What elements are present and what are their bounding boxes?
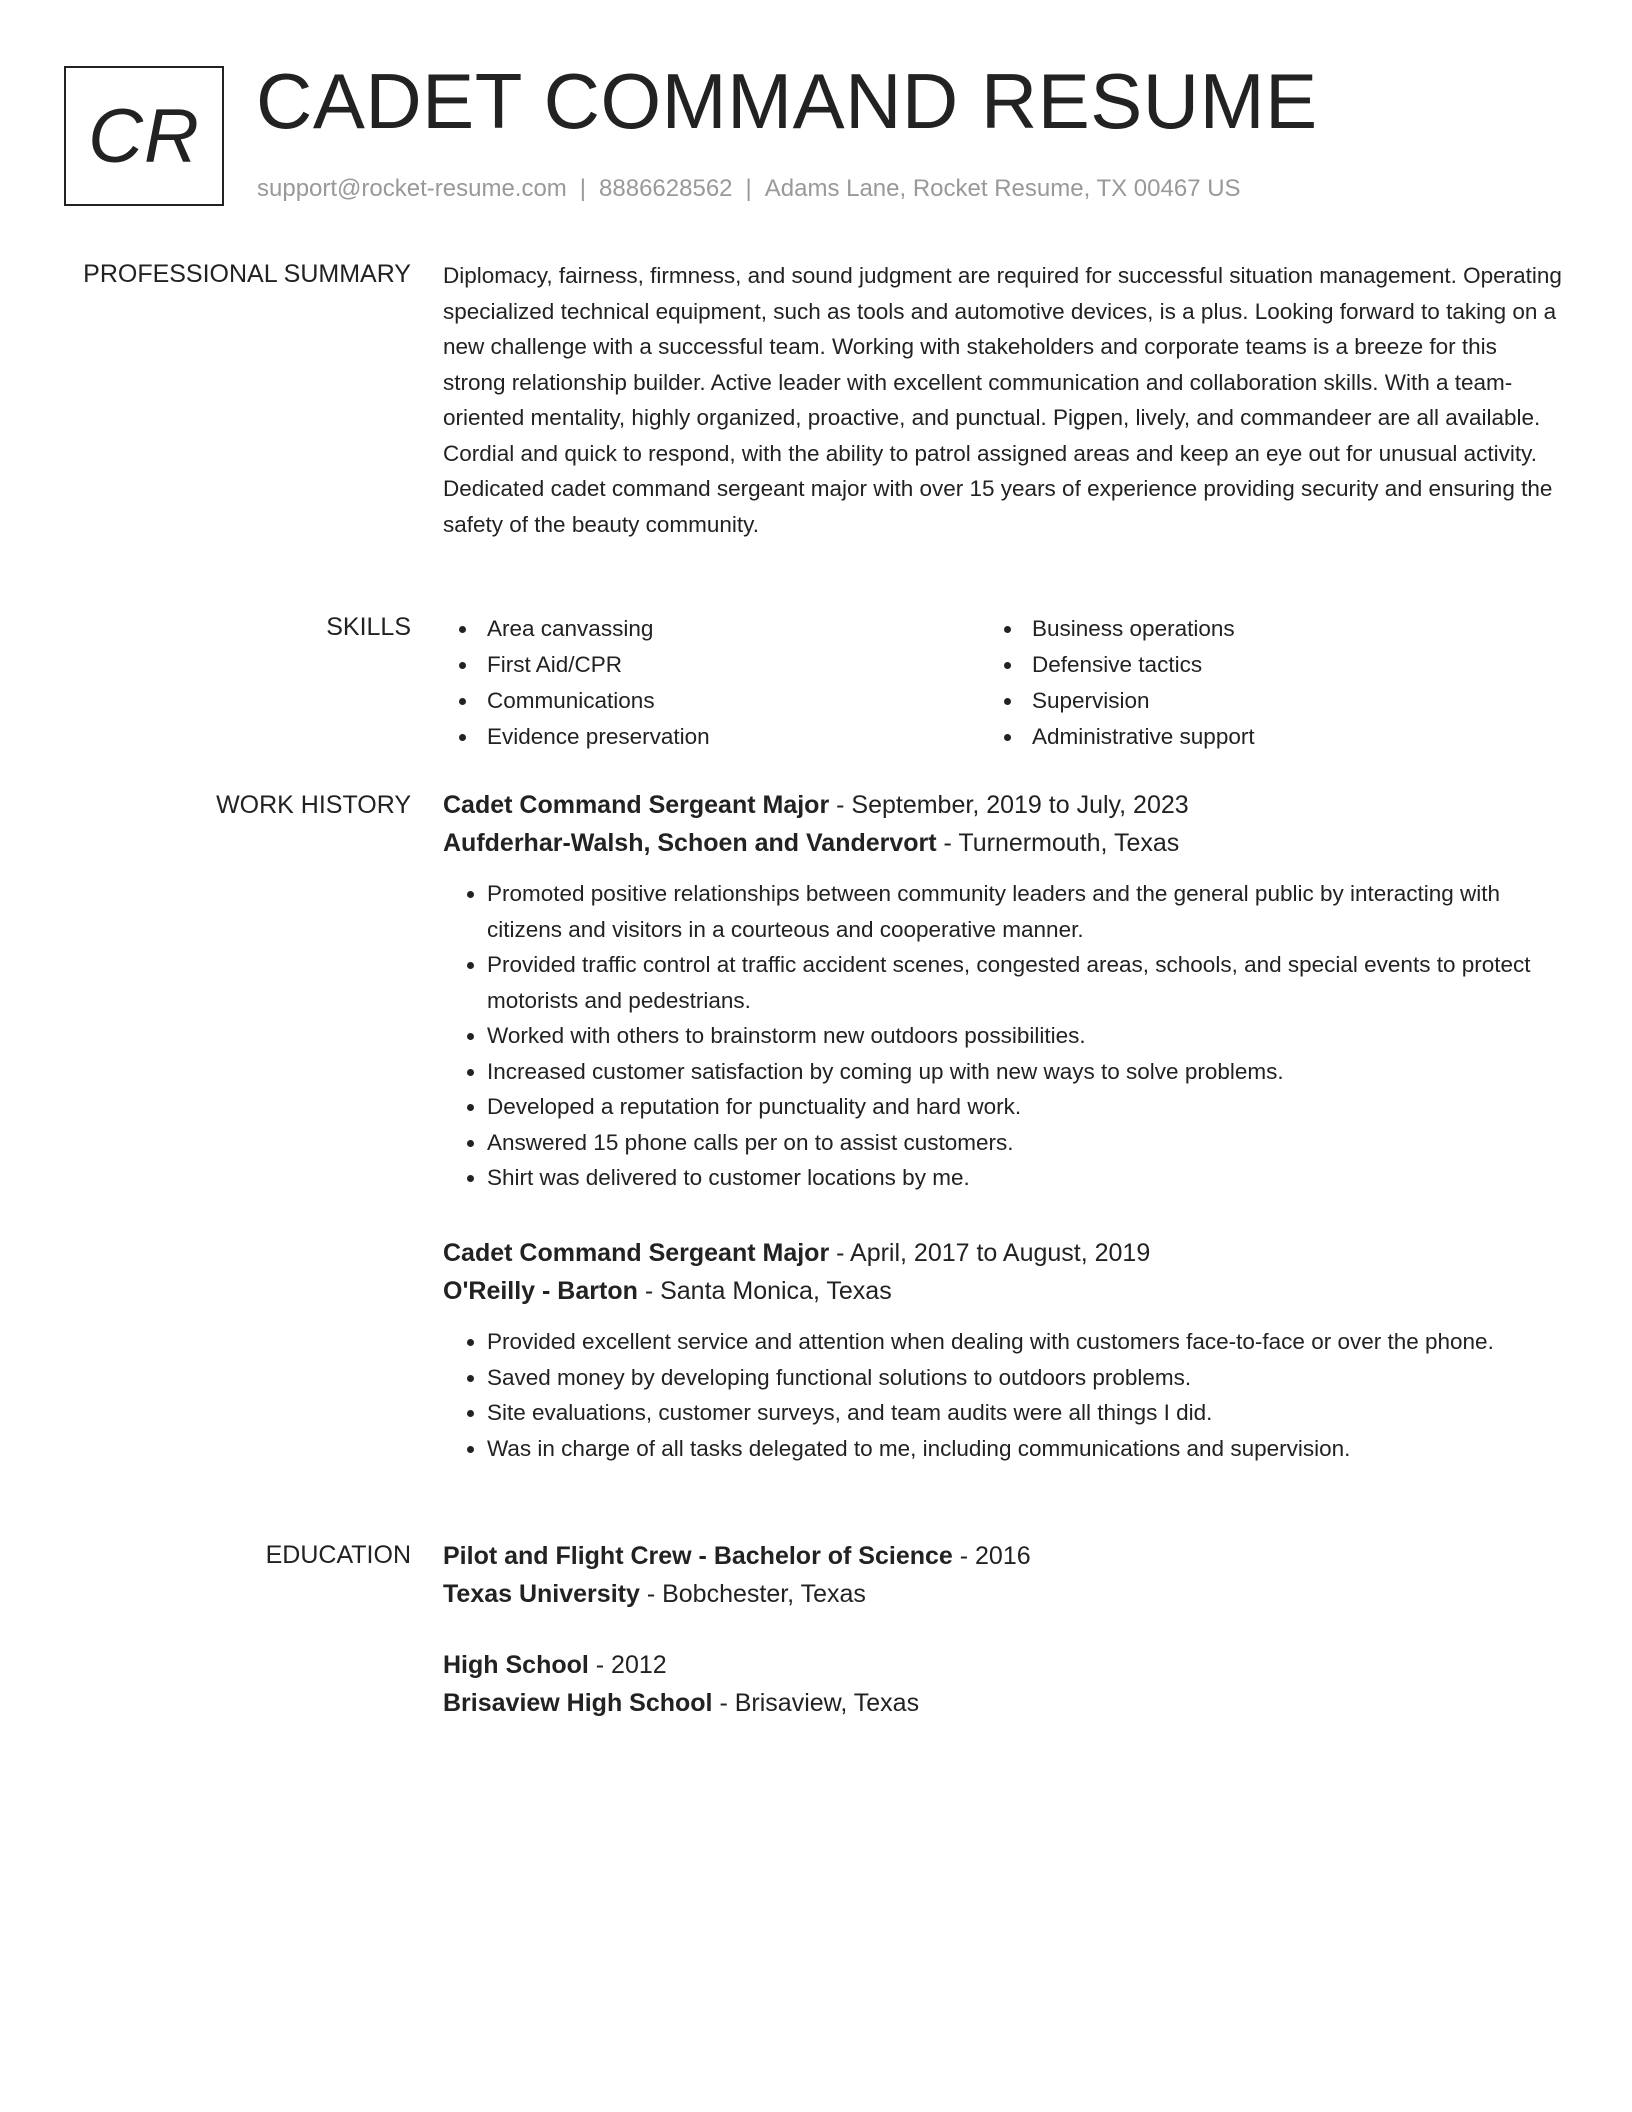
summary-section [443,258,1563,542]
job-bullets [443,1324,1563,1466]
skill-item: Area canvassing [443,611,988,647]
skill-item: First Aid/CPR [443,647,988,683]
job-bullet: • Provided excellent service and attention when dealing with customers face-to-face or over the phone. [487,1324,1563,1360]
skill-item: Communications [443,683,988,719]
section-label-education: EDUCATION [265,1541,411,1569]
job-company: O'Reilly - Barton [443,1277,638,1305]
job-company-line [443,1272,1563,1310]
job-title-line [443,786,1563,824]
job-bullet: • Developed a reputation for punctuality and hard work. [487,1089,1563,1125]
education-degree-line [443,1537,1563,1575]
education-degree: Pilot and Flight Crew - Bachelor of Science [443,1542,953,1570]
education-year: - 2012 [588,1651,667,1679]
contact-separator: | [745,175,752,202]
skills-section [443,611,1563,755]
education-entry [443,1537,1563,1613]
job-location: - Turnermouth, Texas [936,829,1180,857]
job-title-line [443,1234,1563,1272]
job-title: Cadet Command Sergeant Major [443,791,830,819]
education-school-line [443,1575,1563,1613]
summary-text: Diplomacy, fairness, firmness, and sound judgment are required for successful situation management. Operating specialized technical equipment, such as tools and automotive devices, is a plus. Looking forward to taking on a new challenge with a successful team. Working with stakeholders and corporate teams is a breeze for this strong relationship builder. Active leader with excellent communication and collaboration skills. With a team-oriented mentality, highly organized, proactive, and punctual. Pigpen, lively, and commandeer are all available. Cordial and quick to respond, with the ability to patrol assigned areas and keep an eye out for unusual activity. Dedicated cadet command sergeant major with over 15 years of experience providing security and ensuring the safety of the beauty community. [443,263,1562,537]
education-degree: High School [443,1651,589,1679]
job-title: Cadet Command Sergeant Major [443,1239,830,1267]
skills-column-left [443,611,988,755]
job-bullet: • Shirt was delivered to customer locations by me. [487,1160,1563,1196]
skill-item: Business operations [988,611,1548,647]
skill-item: Supervision [988,683,1548,719]
job-bullet: • Increased customer satisfaction by coming up with new ways to solve problems. [487,1054,1563,1090]
contact-address: Adams Lane, Rocket Resume, TX 00467 US [764,175,1241,202]
job-company-line [443,824,1563,862]
job-bullet: • Provided traffic control at traffic accident scenes, congested areas, schools, and special events to protect motorists and pedestrians. [487,947,1563,1018]
job-location: - Santa Monica, Texas [637,1277,892,1305]
education-school-line [443,1684,1563,1722]
education-location: - Bobchester, Texas [639,1580,866,1608]
skills-grid [443,611,1563,755]
job-bullets [443,876,1563,1196]
education-location: - Brisaview, Texas [712,1689,920,1717]
resume-name: CADET COMMAND RESUME [256,57,1318,145]
education-school: Brisaview High School [443,1689,713,1717]
skill-item: Defensive tactics [988,647,1548,683]
section-label-work-history: WORK HISTORY [216,791,411,819]
contact-email: support@rocket-resume.com [257,175,567,202]
skill-item: Administrative support [988,719,1548,755]
job-bullet: • Promoted positive relationships between community leaders and the general public by interacting with citizens and visitors in a courteous and cooperative manner. [487,876,1563,947]
job-bullet: • Was in charge of all tasks delegated to me, including communications and supervision. [487,1431,1563,1467]
job-bullet: • Worked with others to brainstorm new outdoors possibilities. [487,1018,1563,1054]
job-entry [443,786,1563,1196]
monogram-box [64,66,224,206]
job-entry [443,1234,1563,1466]
education-degree-line [443,1646,1563,1684]
monogram-initials: CR [88,93,200,179]
job-bullet: • Saved money by developing functional solutions to outdoors problems. [487,1360,1563,1396]
contact-phone: 8886628562 [599,175,733,202]
education-entry [443,1646,1563,1722]
job-dates: - September, 2019 to July, 2023 [829,791,1189,819]
job-company: Aufderhar-Walsh, Schoen and Vandervort [443,829,937,857]
education-year: - 2016 [952,1542,1031,1570]
job-dates: - April, 2017 to August, 2019 [829,1239,1151,1267]
section-label-skills: SKILLS [326,613,411,641]
contact-line [257,173,1241,205]
job-bullet: • Site evaluations, customer surveys, and team audits were all things I did. [487,1395,1563,1431]
education-school: Texas University [443,1580,640,1608]
contact-separator: | [579,175,587,202]
job-bullet: • Answered 15 phone calls per on to assist customers. [487,1125,1563,1161]
section-label-summary: PROFESSIONAL SUMMARY [83,260,411,288]
skills-column-right [988,611,1548,755]
skill-item: Evidence preservation [443,719,988,755]
